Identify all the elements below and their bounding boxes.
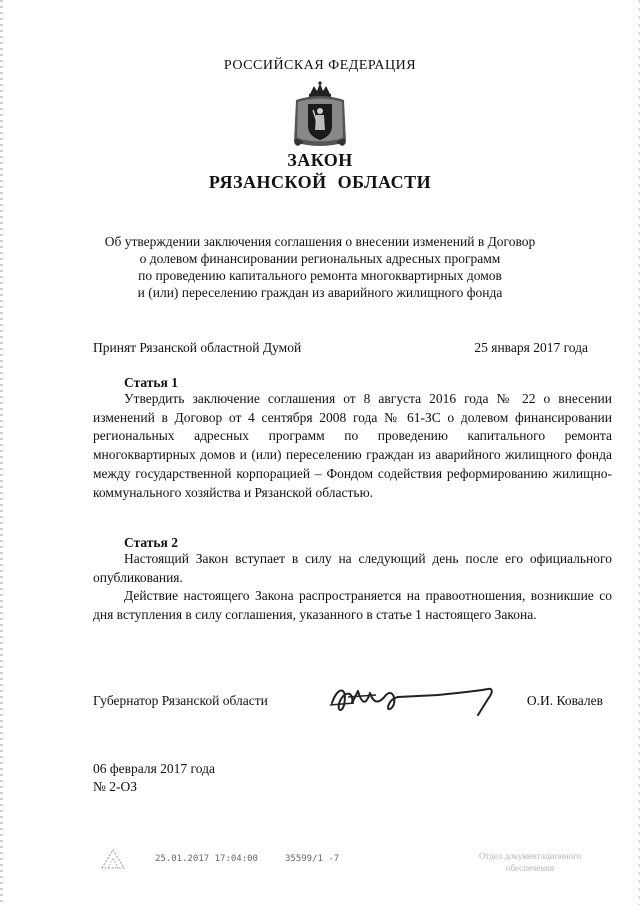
coat-of-arms-icon [288,80,352,150]
law-region-title: РЯЗАНСКОЙ ОБЛАСТИ [208,172,432,192]
country-heading: РОССИЙСКАЯ ФЕДЕРАЦИЯ [223,58,417,73]
article-2-heading: Статья 2 [124,535,178,550]
registration-timestamp: 25.01.2017 17:04:00 [155,854,258,864]
article-1-paragraph: Утвердить заключение соглашения от 8 августа 2016 года № 22 о внесении изменений в Договор от 4 сентября 2008 года № 61-ЗС о долевом финансировании региональных адресных программ по проведению капитального ремонта многоквартирных домов и (или) переселению граждан из аварийного жилищного фонда между государственной корпорацией – Фондом содействия реформированию жилищно-коммунального хозяйства и Рязанской областью. [93,391,612,500]
adoption-date: 25 января 2017 года [474,340,588,355]
scan-edge-left [0,0,3,905]
subject-line: и (или) переселению граждан из аварийного жилищного фонда [137,285,503,300]
handwritten-signature [328,675,508,725]
registration-code: 35599/1 -7 [285,854,340,864]
article-2-paragraph-2: Действие настоящего Закона распространяется на правоотношения, возникшие со дня вступления в силу соглашения, указанного в статье 1 настоящего Закона. [93,588,612,622]
registration-mark-icon [100,848,126,870]
article-1-heading: Статья 1 [124,375,178,390]
law-number: № 2-ОЗ [93,779,138,794]
adopted-by: Принят Рязанской областной Думой [93,340,302,355]
governor-name: О.И. Ковалев [526,693,603,708]
department-stamp [450,850,610,874]
stamp-line: Отдел документационного [478,851,582,861]
law-subject [80,233,560,301]
signing-info [93,760,215,796]
signing-date: 06 февраля 2017 года [93,761,215,776]
subject-line: по проведению капитального ремонта многоквартирных домов [138,268,502,283]
subject-line: о долевом финансировании региональных адресных программ [139,251,501,266]
governor-title: Губернатор Рязанской области [93,693,268,708]
article-2-paragraph-1: Настоящий Закон вступает в силу на следующий день после его официального опубликования. [93,551,612,585]
subject-line: Об утверждении заключения соглашения о внесении изменений в Договор [104,234,536,249]
law-title: ЗАКОН [287,150,353,170]
stamp-line: обеспечения [505,863,555,873]
